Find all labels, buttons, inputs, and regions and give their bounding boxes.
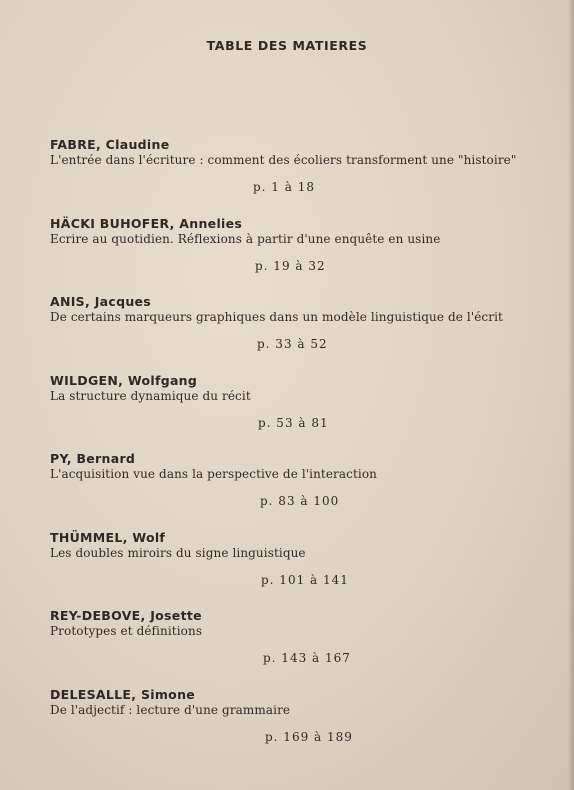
entry-title: La structure dynamique du récit bbox=[50, 388, 251, 403]
toc-entry bbox=[50, 294, 550, 373]
toc-entry bbox=[50, 530, 550, 609]
entry-title: De l'adjectif : lecture d'une grammaire bbox=[50, 702, 291, 717]
entry-author: ANIS, Jacques bbox=[50, 294, 152, 309]
entry-author: WILDGEN, Wolfgang bbox=[50, 372, 198, 388]
entry-title: Ecrire au quotidien. Réflexions à partir d'une enquête en usine bbox=[50, 231, 441, 246]
entry-pages: p. 83 à 100 bbox=[260, 494, 340, 508]
entry-title: L'acquisition vue dans la perspective de l'interaction bbox=[50, 467, 377, 481]
table-of-contents-heading: TABLE DES MATIERES bbox=[206, 38, 368, 53]
entry-title: De certains marqueurs graphiques dans un modèle linguistique de l'écrit bbox=[50, 310, 503, 324]
entry-pages: p. 101 à 141 bbox=[261, 572, 349, 587]
entry-pages: p. 19 à 32 bbox=[255, 258, 326, 273]
toc-entry bbox=[50, 451, 550, 530]
entry-author: DELESALLE, Simone bbox=[50, 686, 196, 702]
toc-entry bbox=[50, 137, 550, 216]
entry-author: HÄCKI BUHOFER, Annelies bbox=[50, 215, 243, 231]
entry-title: Les doubles miroirs du signe linguistique bbox=[50, 545, 306, 560]
toc-entry bbox=[50, 687, 550, 766]
toc-entry bbox=[50, 216, 550, 295]
entry-title: L'entrée dans l'écriture : comment des écoliers transforment une "histoire" bbox=[50, 153, 517, 167]
entry-title: Prototypes et définitions bbox=[50, 624, 203, 638]
entry-pages: p. 33 à 52 bbox=[257, 337, 328, 351]
toc-entry bbox=[50, 608, 550, 687]
entry-pages: p. 1 à 18 bbox=[253, 180, 315, 194]
entry-author: THÜMMEL, Wolf bbox=[50, 529, 166, 545]
entry-author: FABRE, Claudine bbox=[50, 137, 170, 152]
entry-author: PY, Bernard bbox=[50, 451, 136, 466]
toc-entries bbox=[50, 137, 550, 765]
toc-entry bbox=[50, 373, 550, 452]
entry-pages: p. 169 à 189 bbox=[265, 729, 353, 744]
entry-pages: p. 143 à 167 bbox=[263, 651, 351, 665]
page-edge-shadow bbox=[568, 0, 574, 790]
entry-pages: p. 53 à 81 bbox=[258, 415, 329, 430]
entry-author: REY-DEBOVE, Josette bbox=[50, 608, 202, 623]
